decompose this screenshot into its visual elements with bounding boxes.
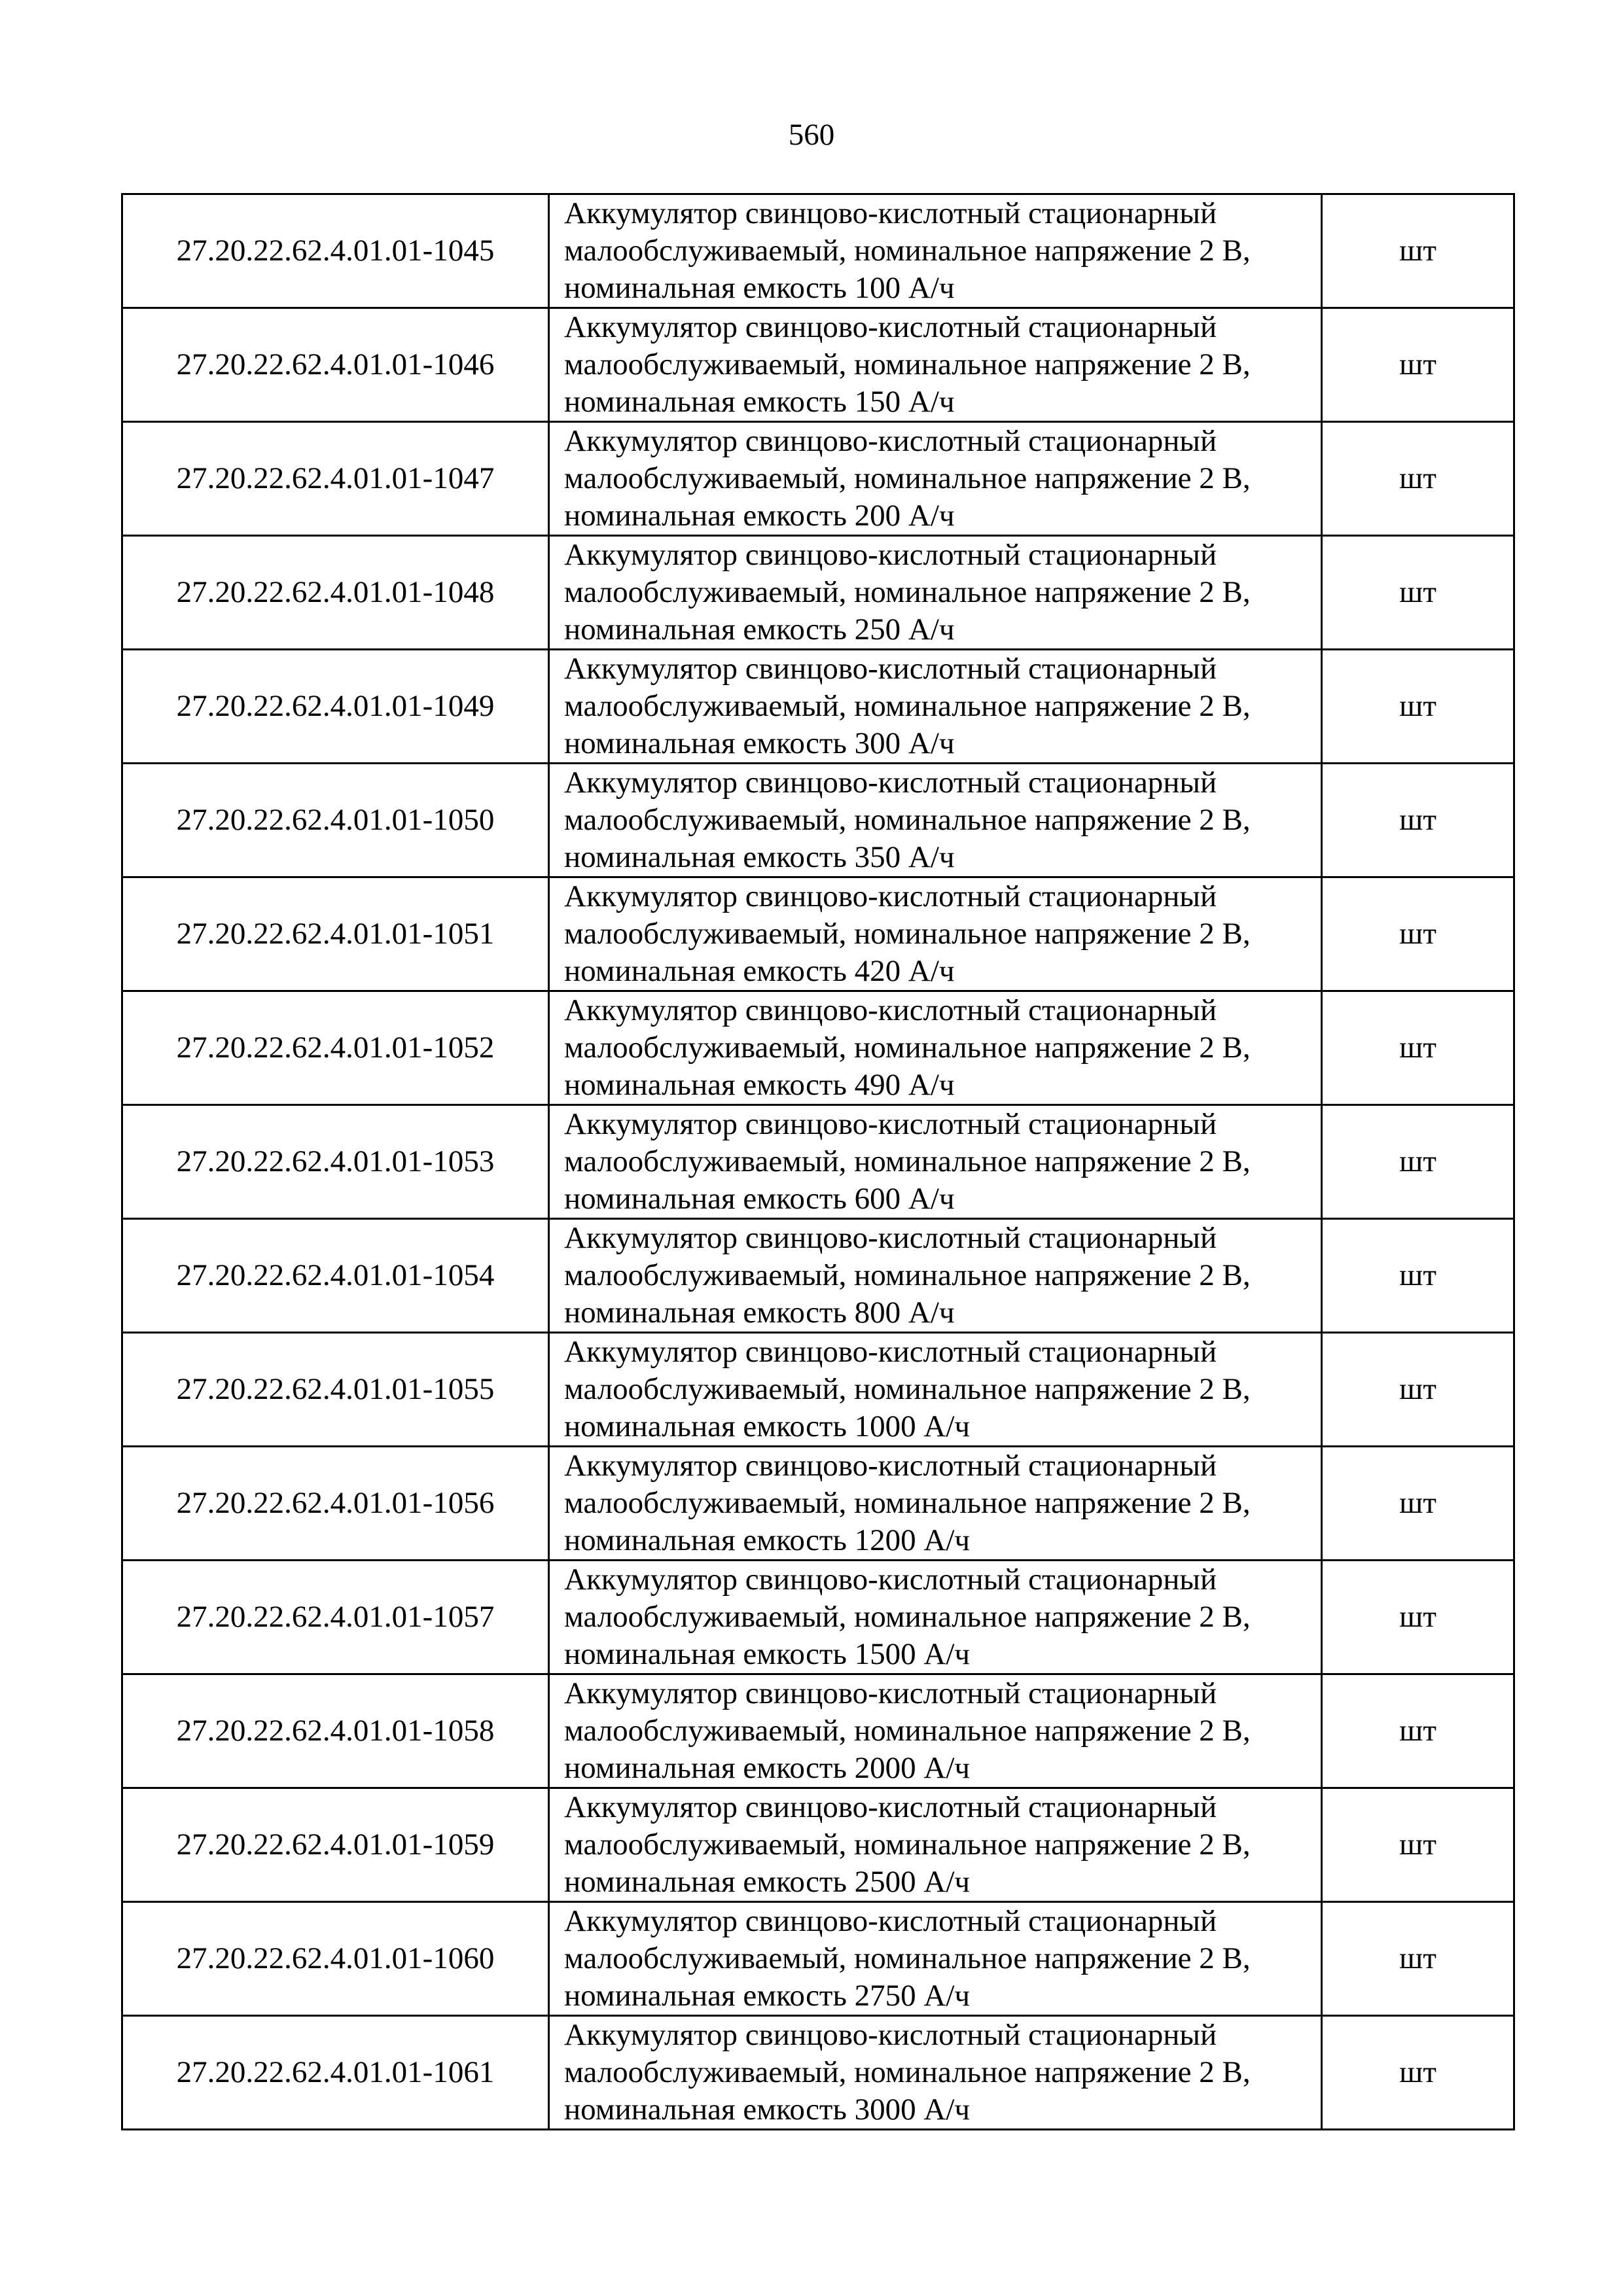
item-unit: шт — [1322, 991, 1514, 1105]
table-row — [122, 1447, 1514, 1561]
description-line: малообслуживаемый, номинальное напряжение 2 В, — [564, 1714, 1251, 1748]
description-line: малообслуживаемый, номинальное напряжение 2 В, — [564, 803, 1251, 837]
item-description — [549, 194, 1322, 308]
table-row — [122, 536, 1514, 650]
table-row — [122, 1219, 1514, 1333]
description-line: Аккумулятор свинцово-кислотный стационарный — [564, 538, 1217, 572]
item-code: 27.20.22.62.4.01.01-1060 — [122, 1902, 549, 2016]
item-code: 27.20.22.62.4.01.01-1057 — [122, 1561, 549, 1674]
item-description — [549, 764, 1322, 877]
description-line: Аккумулятор свинцово-кислотный стационарный — [564, 766, 1217, 800]
table-row — [122, 422, 1514, 536]
description-line: номинальная емкость 800 А/ч — [564, 1296, 955, 1330]
description-line: малообслуживаемый, номинальное напряжение 2 В, — [564, 1600, 1251, 1634]
description-line: Аккумулятор свинцово-кислотный стационарный — [564, 1449, 1217, 1483]
description-line: малообслуживаемый, номинальное напряжение 2 В, — [564, 917, 1251, 951]
item-description — [549, 1333, 1322, 1447]
description-line: малообслуживаемый, номинальное напряжение 2 В, — [564, 575, 1251, 609]
item-description — [549, 877, 1322, 991]
item-code: 27.20.22.62.4.01.01-1045 — [122, 194, 549, 308]
description-line: малообслуживаемый, номинальное напряжение 2 В, — [564, 1486, 1251, 1520]
item-unit: шт — [1322, 2016, 1514, 2130]
description-line: номинальная емкость 420 А/ч — [564, 954, 955, 988]
item-description — [549, 991, 1322, 1105]
table-row — [122, 1561, 1514, 1674]
description-line: Аккумулятор свинцово-кислотный стационарный — [564, 652, 1217, 686]
item-description — [549, 1561, 1322, 1674]
item-code: 27.20.22.62.4.01.01-1059 — [122, 1788, 549, 1902]
description-line: Аккумулятор свинцово-кислотный стационарный — [564, 1676, 1217, 1710]
item-code: 27.20.22.62.4.01.01-1050 — [122, 764, 549, 877]
description-line: Аккумулятор свинцово-кислотный стационарный — [564, 2018, 1217, 2052]
description-line: малообслуживаемый, номинальное напряжение 2 В, — [564, 234, 1251, 268]
item-unit: шт — [1322, 1674, 1514, 1788]
item-description — [549, 1105, 1322, 1219]
resource-table — [121, 193, 1515, 2130]
item-code: 27.20.22.62.4.01.01-1046 — [122, 308, 549, 422]
item-unit: шт — [1322, 194, 1514, 308]
table-row — [122, 2016, 1514, 2130]
item-description — [549, 1674, 1322, 1788]
item-unit: шт — [1322, 1447, 1514, 1561]
description-line: Аккумулятор свинцово-кислотный стационарный — [564, 1221, 1217, 1255]
description-line: номинальная емкость 1200 А/ч — [564, 1523, 971, 1557]
item-description — [549, 2016, 1322, 2130]
item-code: 27.20.22.62.4.01.01-1056 — [122, 1447, 549, 1561]
item-description — [549, 1219, 1322, 1333]
item-unit: шт — [1322, 650, 1514, 764]
description-line: номинальная емкость 1000 А/ч — [564, 1409, 971, 1443]
table-row — [122, 1105, 1514, 1219]
description-line: малообслуживаемый, номинальное напряжение 2 В, — [564, 347, 1251, 381]
item-unit: шт — [1322, 308, 1514, 422]
item-unit: шт — [1322, 1105, 1514, 1219]
description-line: малообслуживаемый, номинальное напряжение 2 В, — [564, 689, 1251, 723]
description-line: номинальная емкость 600 А/ч — [564, 1182, 955, 1216]
item-description — [549, 536, 1322, 650]
page-number: 560 — [788, 118, 835, 152]
description-line: Аккумулятор свинцово-кислотный стационарный — [564, 1335, 1217, 1369]
item-code: 27.20.22.62.4.01.01-1058 — [122, 1674, 549, 1788]
item-code: 27.20.22.62.4.01.01-1047 — [122, 422, 549, 536]
description-line: Аккумулятор свинцово-кислотный стационарный — [564, 1107, 1217, 1141]
description-line: номинальная емкость 490 А/ч — [564, 1068, 955, 1102]
table-row — [122, 650, 1514, 764]
description-line: малообслуживаемый, номинальное напряжение 2 В, — [564, 2055, 1251, 2089]
description-line: малообслуживаемый, номинальное напряжение 2 В, — [564, 1828, 1251, 1862]
description-line: номинальная емкость 350 А/ч — [564, 840, 955, 874]
description-line: номинальная емкость 2500 А/ч — [564, 1865, 971, 1899]
table-row — [122, 877, 1514, 991]
description-line: номинальная емкость 100 А/ч — [564, 271, 955, 305]
table-row — [122, 308, 1514, 422]
description-line: номинальная емкость 250 А/ч — [564, 612, 955, 646]
description-line: малообслуживаемый, номинальное напряжение 2 В, — [564, 1941, 1251, 1975]
table-row — [122, 1788, 1514, 1902]
item-unit: шт — [1322, 1902, 1514, 2016]
item-code: 27.20.22.62.4.01.01-1048 — [122, 536, 549, 650]
item-unit: шт — [1322, 1333, 1514, 1447]
description-line: номинальная емкость 300 А/ч — [564, 726, 955, 760]
description-line: Аккумулятор свинцово-кислотный стационарный — [564, 1904, 1217, 1938]
item-code: 27.20.22.62.4.01.01-1054 — [122, 1219, 549, 1333]
item-unit: шт — [1322, 536, 1514, 650]
item-code: 27.20.22.62.4.01.01-1049 — [122, 650, 549, 764]
description-line: Аккумулятор свинцово-кислотный стационарный — [564, 1790, 1217, 1824]
table-row — [122, 991, 1514, 1105]
description-line: номинальная емкость 200 А/ч — [564, 499, 955, 533]
item-unit: шт — [1322, 877, 1514, 991]
item-description — [549, 422, 1322, 536]
description-line: Аккумулятор свинцово-кислотный стационарный — [564, 1563, 1217, 1597]
description-line: Аккумулятор свинцово-кислотный стационарный — [564, 879, 1217, 913]
description-line: Аккумулятор свинцово-кислотный стационарный — [564, 993, 1217, 1027]
description-line: номинальная емкость 2000 А/ч — [564, 1751, 971, 1785]
item-code: 27.20.22.62.4.01.01-1055 — [122, 1333, 549, 1447]
description-line: малообслуживаемый, номинальное напряжение 2 В, — [564, 1031, 1251, 1065]
item-code: 27.20.22.62.4.01.01-1061 — [122, 2016, 549, 2130]
description-line: номинальная емкость 3000 А/ч — [564, 2093, 971, 2127]
description-line: номинальная емкость 1500 А/ч — [564, 1637, 971, 1671]
description-line: Аккумулятор свинцово-кислотный стационарный — [564, 424, 1217, 458]
item-code: 27.20.22.62.4.01.01-1051 — [122, 877, 549, 991]
description-line: малообслуживаемый, номинальное напряжение 2 В, — [564, 1258, 1251, 1292]
item-unit: шт — [1322, 1219, 1514, 1333]
description-line: Аккумулятор свинцово-кислотный стационарный — [564, 310, 1217, 344]
item-description — [549, 1902, 1322, 2016]
description-line: номинальная емкость 2750 А/ч — [564, 1979, 971, 2013]
table-row — [122, 1333, 1514, 1447]
item-unit: шт — [1322, 1788, 1514, 1902]
description-line: номинальная емкость 150 А/ч — [564, 385, 955, 419]
item-unit: шт — [1322, 1561, 1514, 1674]
item-unit: шт — [1322, 422, 1514, 536]
item-code: 27.20.22.62.4.01.01-1052 — [122, 991, 549, 1105]
description-line: Аккумулятор свинцово-кислотный стационарный — [564, 196, 1217, 230]
table-row — [122, 1674, 1514, 1788]
table-row — [122, 764, 1514, 877]
description-line: малообслуживаемый, номинальное напряжение 2 В, — [564, 1372, 1251, 1406]
description-line: малообслуживаемый, номинальное напряжение 2 В, — [564, 1144, 1251, 1178]
item-description — [549, 1447, 1322, 1561]
description-line: малообслуживаемый, номинальное напряжение 2 В, — [564, 461, 1251, 495]
item-unit: шт — [1322, 764, 1514, 877]
table-row — [122, 1902, 1514, 2016]
item-code: 27.20.22.62.4.01.01-1053 — [122, 1105, 549, 1219]
item-description — [549, 1788, 1322, 1902]
item-description — [549, 650, 1322, 764]
item-description — [549, 308, 1322, 422]
table-row — [122, 194, 1514, 308]
